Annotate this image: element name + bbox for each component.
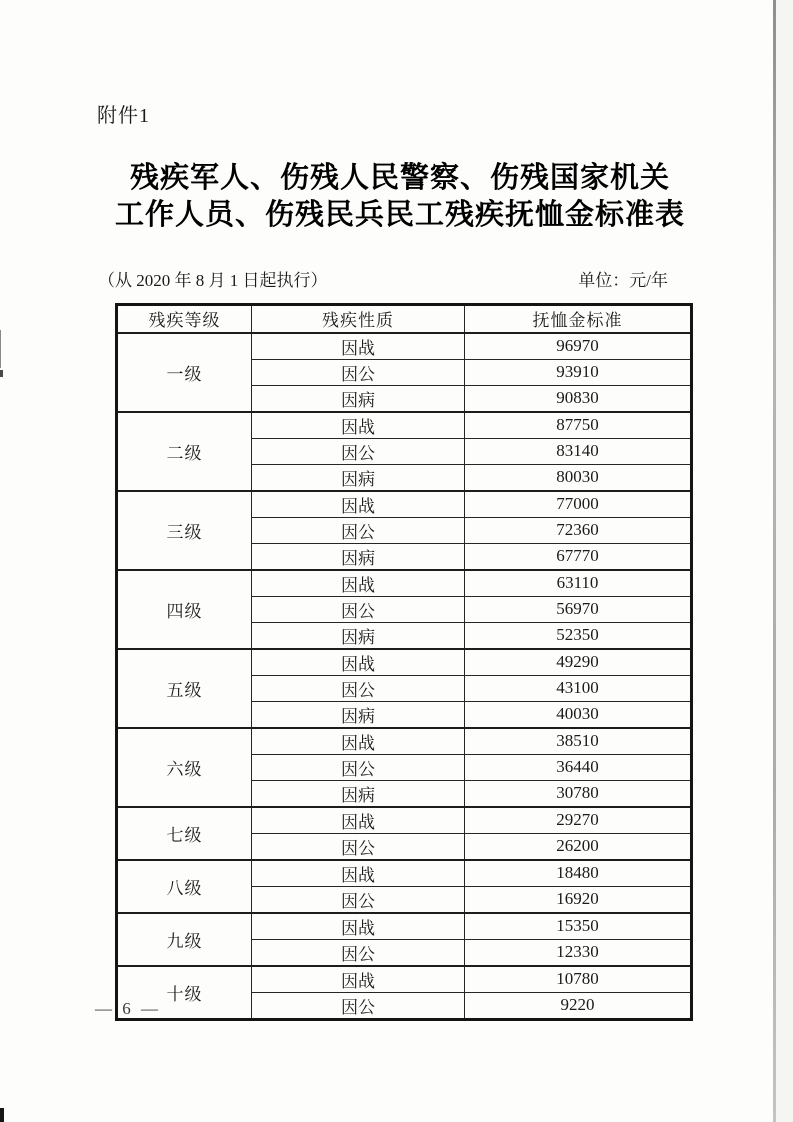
table-row (117, 966, 692, 993)
grade-cell: 十级 (117, 966, 252, 1020)
column-header-2: 抚恤金标准 (465, 305, 692, 333)
scan-artifact-mark (0, 1108, 4, 1122)
grade-cell: 二级 (117, 412, 252, 491)
amount-cell: 67770 (465, 543, 692, 570)
nature-cell: 因病 (252, 464, 465, 491)
nature-cell: 因战 (252, 966, 465, 993)
amount-cell: 90830 (465, 385, 692, 412)
grade-cell: 三级 (117, 491, 252, 570)
amount-cell: 80030 (465, 464, 692, 491)
scan-artifact-mark (0, 330, 1, 368)
grade-cell: 六级 (117, 728, 252, 807)
amount-cell: 15350 (465, 913, 692, 940)
table-row (117, 913, 692, 940)
amount-cell: 93910 (465, 359, 692, 385)
amount-cell: 83140 (465, 438, 692, 464)
nature-cell: 因战 (252, 728, 465, 755)
nature-cell: 因病 (252, 622, 465, 649)
amount-cell: 10780 (465, 966, 692, 993)
nature-cell: 因战 (252, 333, 465, 360)
grade-cell: 九级 (117, 913, 252, 966)
nature-cell: 因战 (252, 412, 465, 439)
amount-cell: 16920 (465, 886, 692, 913)
nature-cell: 因公 (252, 992, 465, 1019)
document-title (50, 160, 750, 234)
nature-cell: 因公 (252, 675, 465, 701)
amount-cell: 29270 (465, 807, 692, 834)
amount-cell: 72360 (465, 517, 692, 543)
pension-standard-table (115, 303, 693, 1021)
grade-cell: 一级 (117, 333, 252, 412)
table-row (117, 333, 692, 360)
grade-cell: 五级 (117, 649, 252, 728)
amount-cell: 30780 (465, 780, 692, 807)
amount-cell: 87750 (465, 412, 692, 439)
amount-cell: 96970 (465, 333, 692, 360)
nature-cell: 因病 (252, 780, 465, 807)
amount-cell: 77000 (465, 491, 692, 518)
nature-cell: 因公 (252, 886, 465, 913)
table-row (117, 728, 692, 755)
table-row (117, 491, 692, 518)
column-header-0: 残疾等级 (117, 305, 252, 333)
nature-cell: 因公 (252, 359, 465, 385)
amount-cell: 49290 (465, 649, 692, 676)
document-title-line-1: 残疾军人、伤残人民警察、伤残国家机关 (129, 162, 670, 194)
page-number: — 6 — (95, 999, 161, 1018)
nature-cell: 因战 (252, 649, 465, 676)
table-row (117, 860, 692, 887)
table-row (117, 807, 692, 834)
grade-cell: 四级 (117, 570, 252, 649)
table-meta-row (98, 266, 668, 291)
table-header-row (117, 305, 692, 333)
nature-cell: 因病 (252, 385, 465, 412)
scan-background-strip (776, 0, 793, 1122)
column-header-1: 残疾性质 (252, 305, 465, 333)
nature-cell: 因病 (252, 701, 465, 728)
grade-cell: 八级 (117, 860, 252, 913)
amount-cell: 18480 (465, 860, 692, 887)
amount-cell: 52350 (465, 622, 692, 649)
amount-cell: 12330 (465, 939, 692, 966)
nature-cell: 因公 (252, 754, 465, 780)
nature-cell: 因战 (252, 491, 465, 518)
nature-cell: 因公 (252, 833, 465, 860)
amount-cell: 43100 (465, 675, 692, 701)
amount-cell: 40030 (465, 701, 692, 728)
amount-cell: 56970 (465, 596, 692, 622)
nature-cell: 因公 (252, 596, 465, 622)
grade-cell: 七级 (117, 807, 252, 860)
document-title-line-2: 工作人员、伤残民兵民工残疾抚恤金标准表 (114, 199, 685, 231)
table-row (117, 412, 692, 439)
unit-label: 单位：元/年 (578, 271, 668, 290)
amount-cell: 36440 (465, 754, 692, 780)
nature-cell: 因战 (252, 570, 465, 597)
table-row (117, 649, 692, 676)
nature-cell: 因公 (252, 939, 465, 966)
scan-artifact-mark (0, 370, 3, 377)
amount-cell: 26200 (465, 833, 692, 860)
nature-cell: 因公 (252, 517, 465, 543)
nature-cell: 因战 (252, 807, 465, 834)
nature-cell: 因病 (252, 543, 465, 570)
attachment-label: 附件1 (97, 105, 150, 127)
amount-cell: 63110 (465, 570, 692, 597)
nature-cell: 因公 (252, 438, 465, 464)
amount-cell: 9220 (465, 992, 692, 1019)
table-row (117, 570, 692, 597)
nature-cell: 因战 (252, 860, 465, 887)
effective-date-note: （从 2020 年 8 月 1 日起执行） (98, 271, 328, 290)
amount-cell: 38510 (465, 728, 692, 755)
nature-cell: 因战 (252, 913, 465, 940)
